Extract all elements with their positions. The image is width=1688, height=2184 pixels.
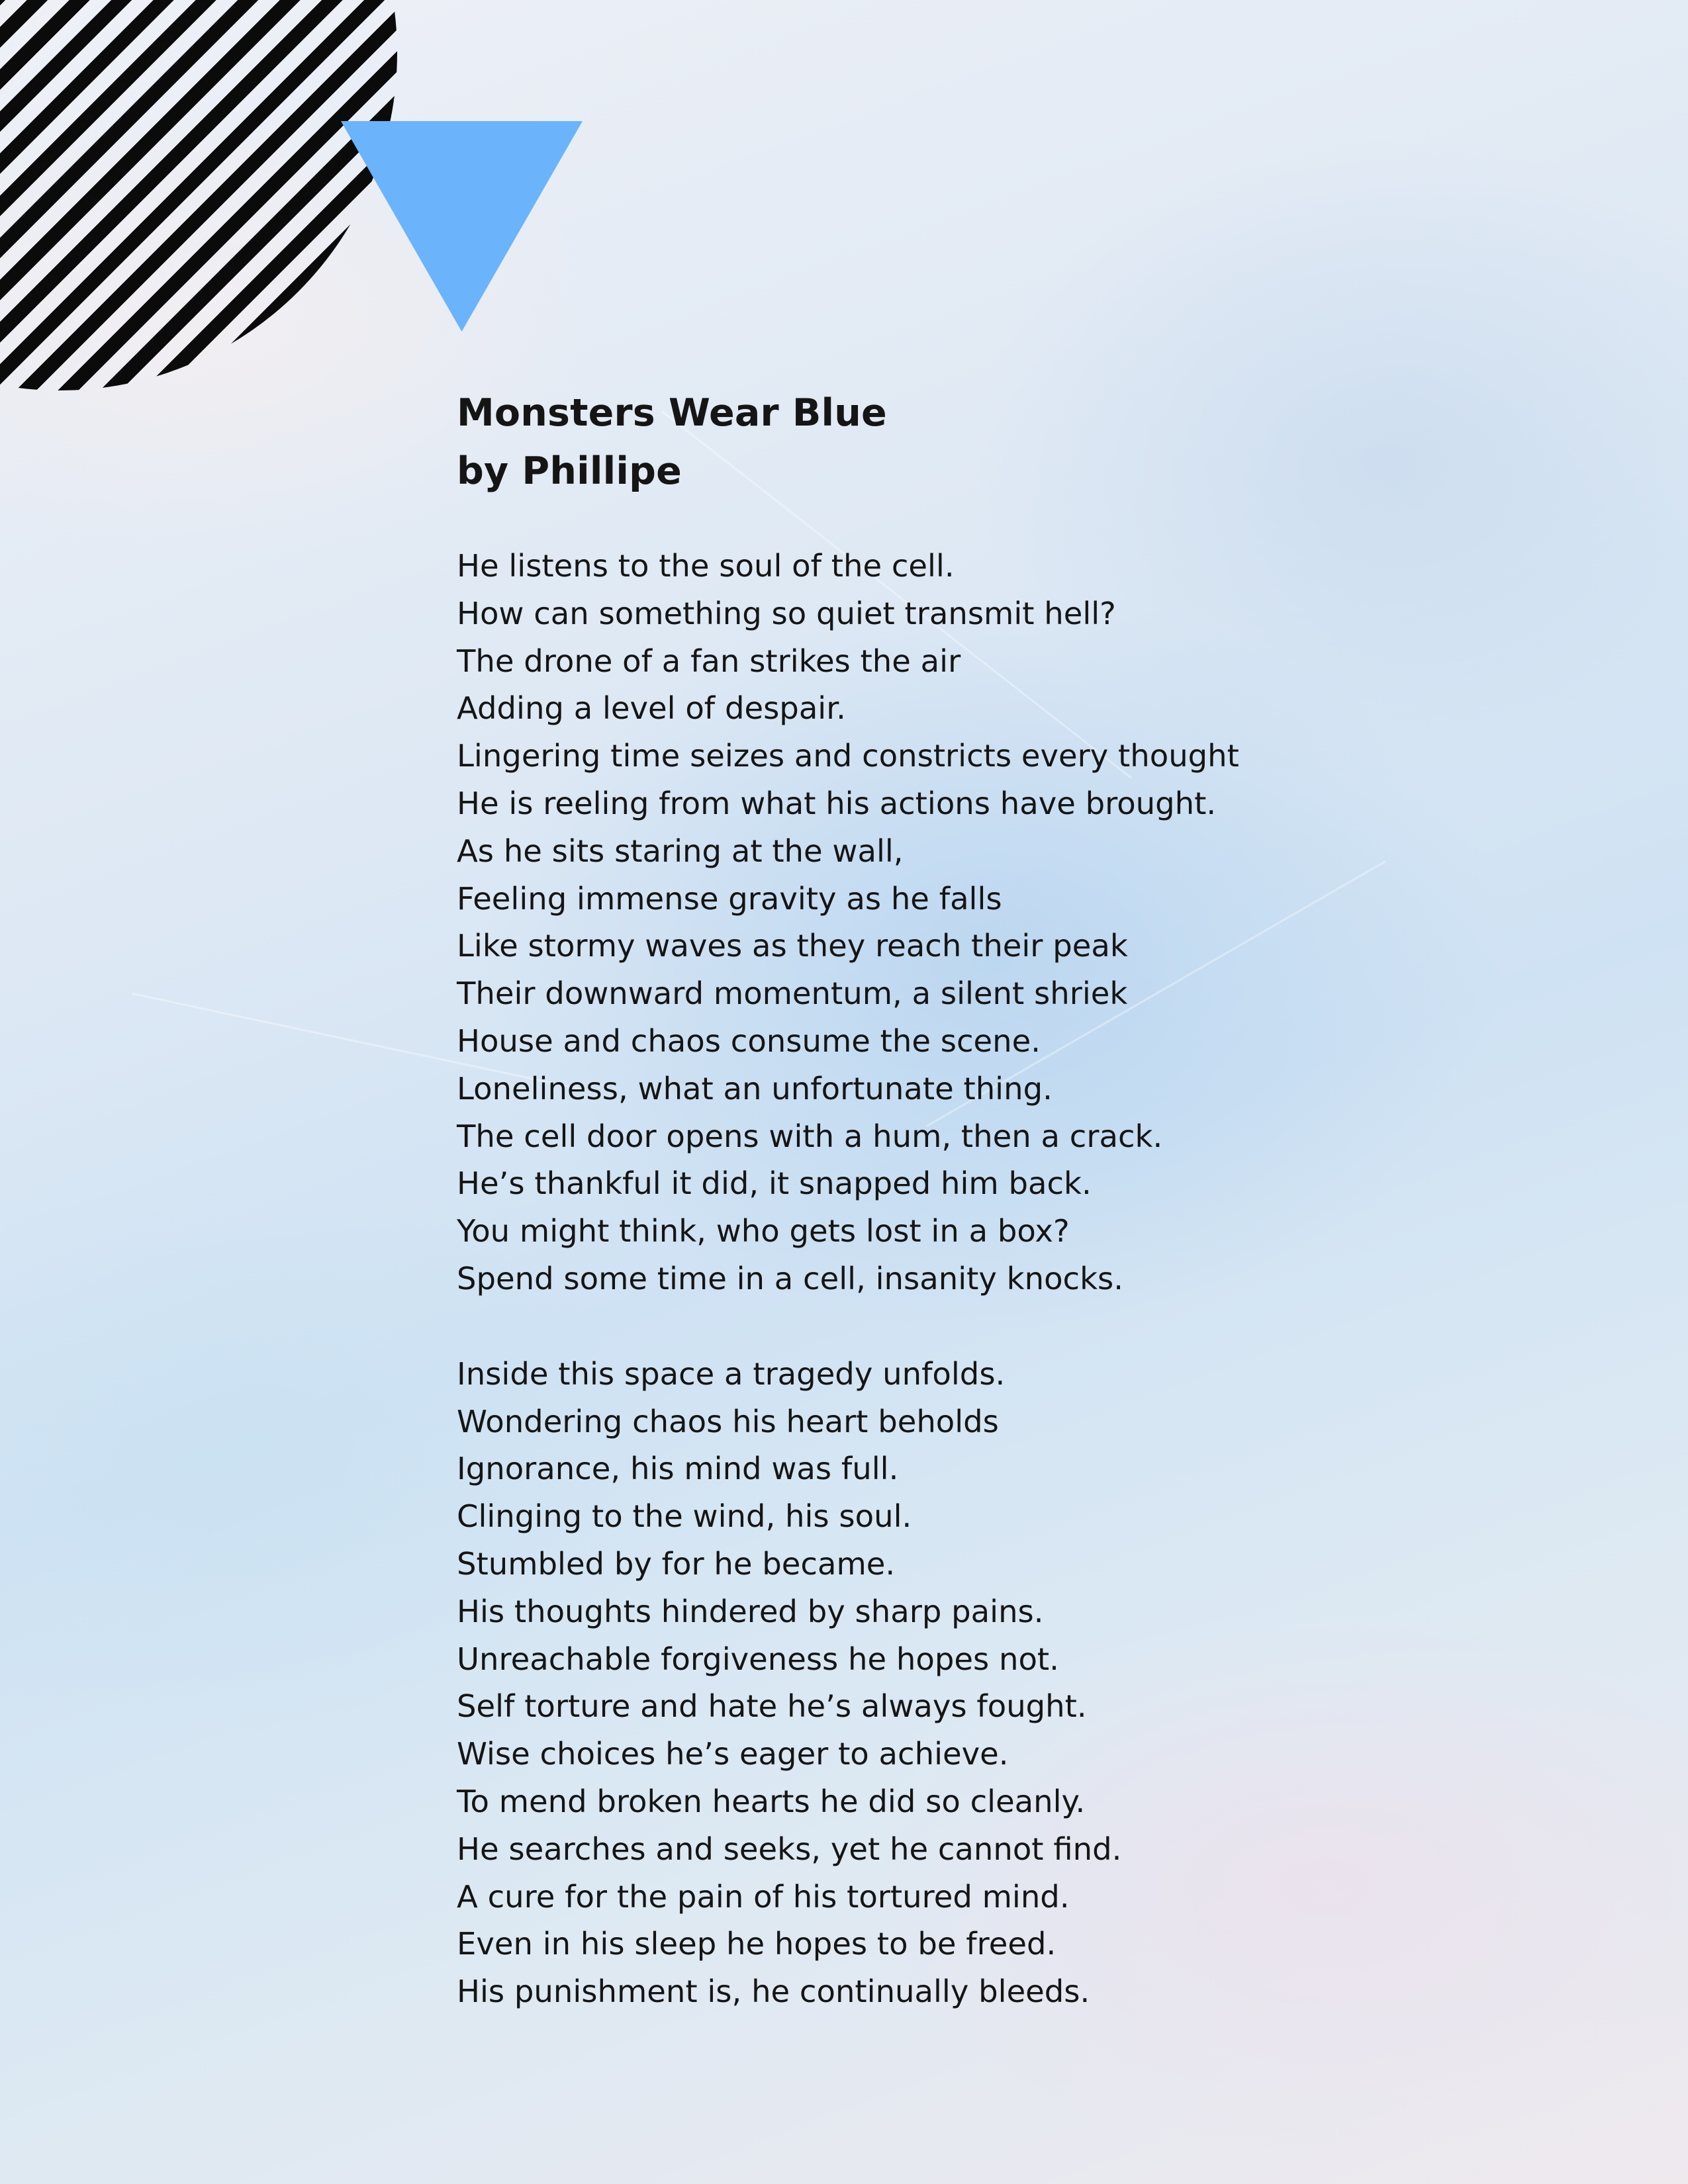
poem-title: Monsters Wear Blue [457, 391, 887, 435]
poem [457, 384, 1450, 2016]
poem-line: Clinging to the wind, his soul. [457, 1498, 912, 1535]
poem-line: Inside this space a tragedy unfolds. [457, 1355, 1006, 1392]
poem-line: Unreachable forgiveness he hopes not. [457, 1641, 1059, 1677]
striped-circle-decoration [0, 0, 397, 390]
poem-line: He listens to the soul of the cell. [457, 548, 955, 584]
poem-line: House and chaos consume the scene. [457, 1023, 1041, 1059]
poem-line: Adding a level of despair. [457, 690, 846, 727]
poem-line: A cure for the pain of his tortured mind. [457, 1878, 1070, 1915]
stanza-2 [457, 1351, 1450, 2016]
poem-byline: by Phillipe [457, 449, 682, 493]
poem-line: Like stormy waves as they reach their peak [457, 928, 1128, 964]
poem-line: Feeling immense gravity as he falls [457, 880, 1002, 917]
poem-line: Stumbled by for he became. [457, 1545, 896, 1582]
poem-line: How can something so quiet transmit hell? [457, 595, 1116, 631]
poem-line: As he sits staring at the wall, [457, 833, 904, 869]
poem-line: He is reeling from what his actions have brought. [457, 785, 1217, 821]
poem-line: To mend broken hearts he did so cleanly. [457, 1783, 1086, 1819]
poem-line: Wise choices he’s eager to achieve. [457, 1736, 1009, 1772]
poem-line: He’s thankful it did, it snapped him back. [457, 1165, 1092, 1202]
poem-line: Their downward momentum, a silent shriek [457, 976, 1128, 1012]
blue-triangle-decoration [341, 121, 583, 332]
poem-line: The cell door opens with a hum, then a crack. [457, 1118, 1163, 1154]
poem-line: Spend some time in a cell, insanity knocks. [457, 1260, 1124, 1297]
poem-line: Loneliness, what an unfortunate thing. [457, 1070, 1053, 1107]
stanza-1 [457, 543, 1450, 1303]
poem-line: You might think, who gets lost in a box? [457, 1213, 1070, 1250]
poem-line: Self torture and hate he’s always fought. [457, 1688, 1087, 1725]
poem-line: He searches and seeks, yet he cannot find. [457, 1831, 1122, 1867]
poem-line: The drone of a fan strikes the air [457, 643, 961, 679]
poem-line: Lingering time seizes and constricts every thought [457, 738, 1239, 774]
poem-line: Wondering chaos his heart beholds [457, 1403, 999, 1439]
poem-line: Even in his sleep he hopes to be freed. [457, 1926, 1056, 1962]
poem-line: Ignorance, his mind was full. [457, 1451, 899, 1487]
poem-line: His thoughts hindered by sharp pains. [457, 1593, 1044, 1629]
poem-line: His punishment is, he continually bleeds. [457, 1974, 1090, 2010]
